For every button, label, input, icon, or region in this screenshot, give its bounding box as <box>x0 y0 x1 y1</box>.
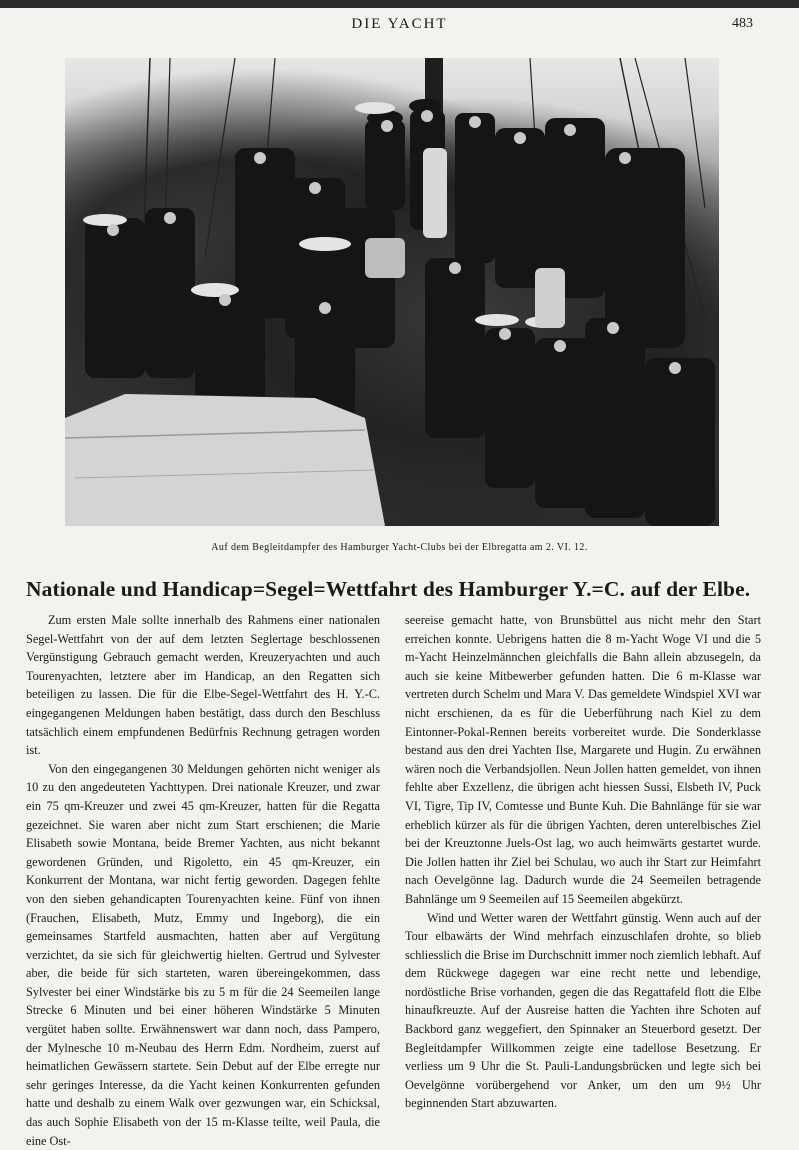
paragraph: seereise gemacht hatte, von Brunsbüttel aus nicht mehr den Start erreichen konnte. Uebrigens hatten die 8 m-Yacht Woge VI und die 5 m-Yacht Heinzelmännchen gleichfalls die Bahn allein abzusegeln, da auch sie keine Mitbewerber gefunden hatten. Die 6 m-Klasse war vertreten durch Schelm und Mara V. Das gemeldete Windspiel XVI war nicht erschienen, da es für die Ueberführung nach Kiel zu dem Eintonner-Pokal-Rennen bereits vorbereitet wurde. Die Sonderklasse bestand aus den drei Yachten Ilse, Margarete und Hugin. Zu erwähnen wären noch die Verbandsjollen. Neun Jollen hatten gemeldet, von ihnen fehlte aber Exzellenz, die übrigen acht hiessen Sussi, Elsbeth IV, Puck VI, Tigre, Tip IV, Comtesse und Bunte Kuh. Die Bahnlänge für sie war erheblich kürzer als für die übrigen Yachten, deren unterelbisches Ziel bei der Kreuztonne Juels-Ost lag, wo auch heimwärts gestartet wurde. Die Jollen hatten ihr Ziel bei Schulau, wo auch ihr Start zur Heimfahrt nach Oevelgönne lag. Dadurch wurde die 24 Seemeilen betragende Bahnlänge um 9 Seemeilen auf 15 Seemeilen abgekürzt. <box>405 613 761 906</box>
article-column-right <box>405 611 761 1113</box>
page-number: 483 <box>732 16 753 31</box>
article-headline: Nationale und Handicap=Segel=Wettfahrt des Hamburger Y.=C. auf der Elbe. <box>26 577 751 601</box>
running-head <box>0 14 799 36</box>
running-title: DIE YACHT <box>351 16 448 32</box>
paragraph: Von den eingegangenen 30 Meldungen gehörten nicht weniger als 10 zu den angedeuteten Yachttypen. Drei nationale Kreuzer, und zwar ein 75 qm-Kreuzer und zwei 45 qm-Kreuzer, hatten für die Regatta gezeichnet. Sie waren aber nicht zum Start erschienen; die Marie Elisabeth sowie Montana, beide Bremer Yachten, aus nicht bekannt gewordenen Gründen, und Rigoletto, ein 45 qm-Kreuzer, ein Konkurrent der Montana, war nicht fertig geworden. Dagegen fehlte von den sieben gehandicapten Tourenyachten keine. Fünf von ihnen (Frauchen, Elisabeth, Mutz, Emmy und Ingeborg), die ein gemeinsames Startfeld ausmachten, hatten aber auf Vergütung verzichtet, da sie sich für gleichwertig hielten. Gertrud und Sylvester aber, die beide für sich starteten, waren übereingekommen, dass Sylvester bei einer Windstärke bis zu 5 m für die 24 Seemeilen lange Strecke 6 Minuten und bei einer höheren Windstärke 5 Minuten vergütet haben sollte. Erwähnenswert war dann noch, dass Pampero, der Mylnesche 10 m-Neubau des Herrn Edm. Nordheim, zuerst auf heimatlichen Gewässern startete. Sein Debut auf der Elbe erregte nur sehr geringes Interesse, da die Yacht keinen Konkurrenten gefunden hatte und deshalb zu einem Walk over gezwungen war, ein Schicksal, das auch Sophie Elisabeth von der 15 m-Klasse teilte, weil Paula, die eine Ost- <box>26 761 380 1148</box>
photo-illustration <box>65 58 719 526</box>
page-top-edge <box>0 0 799 8</box>
photo-caption: Auf dem Begleitdampfer des Hamburger Yacht-Clubs bei der Elbregatta am 2. VI. 12. <box>211 542 588 553</box>
article-column-left <box>26 611 380 1150</box>
photograph-steamer-passengers <box>65 58 719 526</box>
paragraph: Zum ersten Male sollte innerhalb des Rahmens einer nationalen Segel-Wettfahrt von der auf dem letzten Seglertage beschlossenen Vergünstigung Gebrauch gemacht werden, Kreuzeryachten und auch Tourenyachten, letztere aber im Handicap, an den Regatten sich beteiligen zu lassen. Die für die Elbe-Segel-Wettfahrt des H. Y.-C. eingegangenen Meldungen haben bestätigt, dass durch den Beschluss tatsächlich einem empfundenen Bedürfnis Rechnung getragen worden ist. <box>26 613 380 758</box>
paragraph: Wind und Wetter waren der Wettfahrt günstig. Wenn auch auf der Tour elbawärts der Wind mehrfach einzuschlafen drohte, so blieb schliesslich die Brise im Durchschnitt immer noch ziemlich lebhaft. Auf dem Rückwege dagegen war eine recht nette und lebendige, nordöstliche Brise vorhanden, gegen die das Regattafeld flott die Elbe hinaufkreuzte. Auf der Ausreise hatten die Yachten ihre Schoten auf Backbord ganz weggefiert, den Spinnaker an Steuerbord gesetzt. Der Begleitdampfer Willkommen zeigte eine tadellose Besetzung. Er verliess um 9 Uhr die St. Pauli-Landungsbrücken und legte sich bei Oevelgönne vorübergehend vor Anker, um den um 9½ Uhr beginnenden Start abzuwarten. <box>405 910 761 1111</box>
